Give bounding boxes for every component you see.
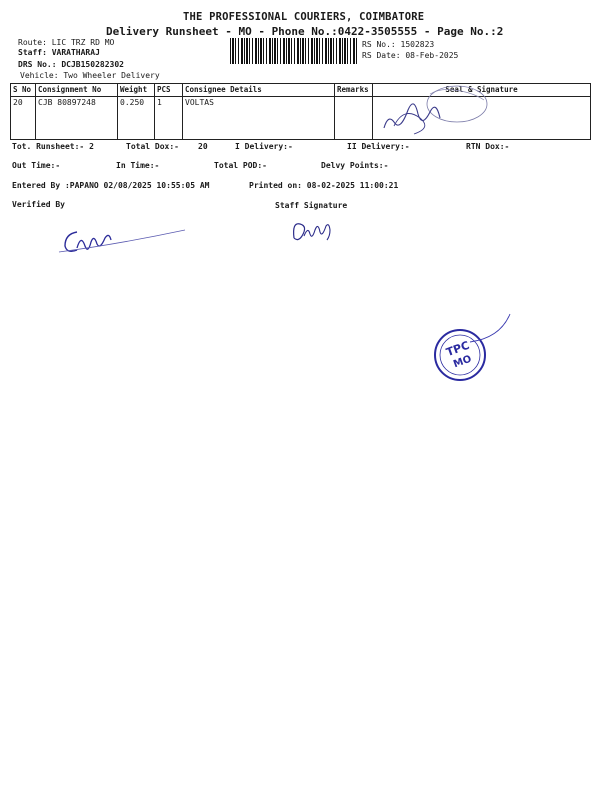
route-line: Route: LIC TRZ RD MO [18,38,115,47]
col-header-remarks: Remarks [335,84,373,97]
cell-weight: 0.250 [118,97,155,140]
entered-by: Entered By :PAPANO 02/08/2025 10:55:05 AM [12,181,210,190]
barcode-graphic [230,38,358,64]
col-header-seal: Seal & Signature [373,84,591,97]
total-dox-value: 20 [198,142,208,151]
ii-delivery: II Delivery:- [347,142,410,151]
printed-on: Printed on: 08-02-2025 11:00:21 [249,181,399,190]
rs-date: RS Date: 08-Feb-2025 [362,51,459,60]
drs-line: DRS No.: DCJB150282302 [18,60,124,69]
runsheet-table [10,83,591,140]
vehicle-line: Vehicle: Two Wheeler Delivery [20,71,160,80]
rtn-dox: RTN Dox:- [466,142,510,151]
tot-runsheet: Tot. Runsheet:- 2 [12,142,94,151]
col-header-sno: S No [11,84,36,97]
cell-pcs: 1 [155,97,183,140]
col-header-weight: Weight [118,84,155,97]
verifier-signature [55,220,190,260]
rs-number: RS No.: 1502823 [362,40,435,49]
staff-line: Staff: VARATHARAJ [18,48,100,57]
cell-consignment: CJB 80897248 [36,97,118,140]
table-row [11,97,591,140]
verified-by-label: Verified By [12,200,65,209]
in-time: In Time:- [116,161,160,170]
svg-text:TPC: TPC [444,338,472,360]
col-header-pcs: PCS [155,84,183,97]
total-dox-label: Total Dox:- [126,142,179,151]
staff-signature-label: Staff Signature [275,201,348,210]
table-header-row [11,84,591,97]
out-time: Out Time:- [12,161,61,170]
cell-consignee: VOLTAS [183,97,335,140]
company-stamp [430,312,520,384]
i-delivery: I Delivery:- [235,142,293,151]
cell-sno: 20 [11,97,36,140]
col-header-consignee: Consignee Details [183,84,335,97]
col-header-consignment: Consignment No [36,84,118,97]
svg-text:MO: MO [452,353,474,371]
company-name: THE PROFESSIONAL COURIERS, COIMBATORE [183,11,425,23]
total-pod: Total POD:- [214,161,267,170]
delvy-points: Delvy Points:- [321,161,389,170]
staff-signature [286,216,356,248]
cell-remarks [335,97,373,140]
consignee-seal-signature [372,80,502,140]
runsheet-title: Delivery Runsheet - MO - Phone No.:0422-3505555 - Page No.:2 [106,25,504,38]
